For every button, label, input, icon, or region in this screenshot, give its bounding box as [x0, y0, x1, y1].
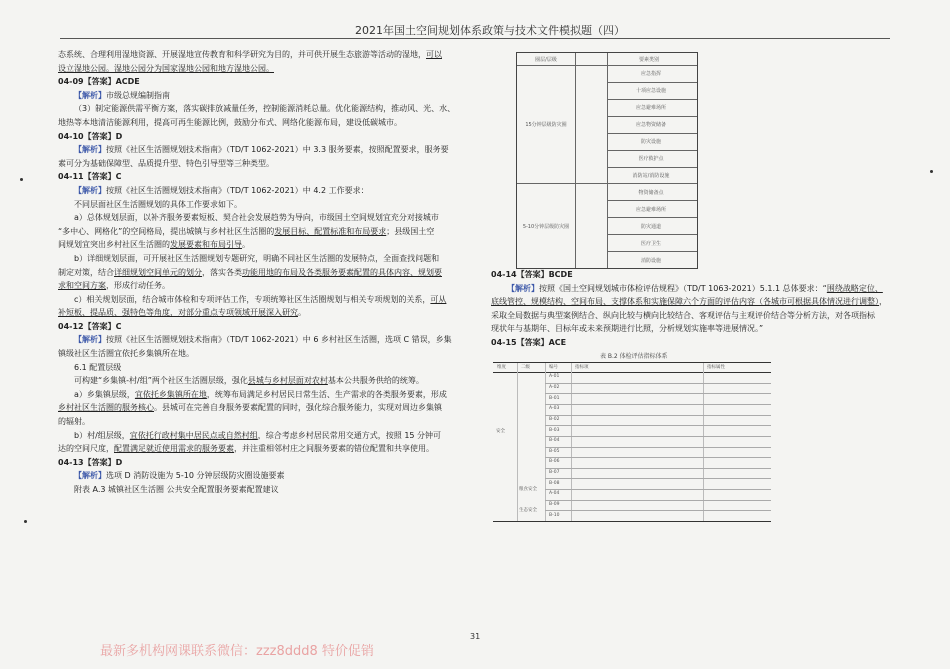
table-header: 圈层/层级: [535, 57, 557, 63]
text-span: 地热等本地清洁能源利用，提高可再生能源比例，鼓励分布式、网络化能源布局，建设低碳城市。: [58, 117, 402, 127]
table-rule: [545, 425, 771, 426]
table-cell: B-10: [549, 512, 560, 518]
text-span: 。: [242, 240, 250, 250]
text-span: 04-11【答案】C: [58, 172, 122, 182]
text-span: ，: [879, 297, 887, 307]
watermark: 最新多机构网课联系微信：zzz8ddd8 特价促销: [100, 644, 374, 659]
text-line: [58, 184, 468, 198]
text-span: 配置满足就近使用需求的服务要素: [114, 444, 234, 454]
text-line: [58, 252, 468, 266]
table-rule: [545, 468, 771, 469]
text-line: [58, 401, 468, 415]
text-span: 间规划宜突出乡村社区生活圈的: [58, 240, 170, 250]
answer-line: [58, 170, 468, 184]
table-header: 编号: [549, 365, 558, 370]
text-span: 。县城可在完善自身服务要素配置的同时，强化综合服务能力，实现对周边乡集镇: [154, 403, 442, 413]
text-span: 采取全局数据与典型案例结合、纵向比较与横向比较结合、客观评估与主观评价结合等分析方法，对各项指标: [491, 310, 875, 320]
text-line: [58, 415, 468, 429]
text-span: b）详细规划层面，可开展社区生活圈规划专题研究，明确不同社区生活圈的发展特点，全面查找问题和: [74, 253, 440, 263]
table-cell: 防灾通道: [640, 223, 661, 230]
analysis-label: 【解析】: [74, 145, 106, 155]
text-line: [491, 282, 901, 296]
text-span: 态系统、合理利用湿地资源、开展湿地宣传教育和科学研究为目的，并可供开展生态旅游等活动的湿地，: [58, 50, 426, 59]
page-number: 31: [470, 632, 481, 641]
text-span: 。: [298, 308, 306, 318]
table-rule: [493, 372, 771, 373]
table-rule: [545, 457, 771, 458]
table-rule: [545, 500, 771, 501]
text-span: 可构建“乡集镇-村/组”两个社区生活圈层级，强化: [74, 376, 248, 386]
table-cell: 物资储备点: [638, 189, 664, 196]
text-span: 求和空间方案: [58, 281, 106, 291]
text-line: [58, 211, 468, 225]
text-line: [58, 143, 468, 157]
text-span: 素可分为基础保障型、品质提升型、特色引导型等三种类型。: [58, 158, 274, 168]
scan-speck: [930, 170, 933, 173]
text-line: [58, 361, 468, 375]
table-cell: B-03: [549, 427, 560, 433]
text-span: （3）制定能源供需平衡方案，落实碳排放减量任务，控制能源消耗总量。优化能源结构，推动风、光、水、: [74, 104, 456, 114]
table-cell: 医疗卫生: [640, 240, 661, 247]
table-rule: [571, 363, 572, 521]
text-line: [58, 388, 468, 402]
text-span: 县城与乡村层面对农村: [247, 376, 328, 386]
analysis-label: 【解析】: [74, 185, 106, 195]
table-rule: [607, 82, 697, 83]
table-rule: [517, 183, 697, 184]
text-span: 乡村社区生活圈的服务核心: [58, 403, 154, 413]
text-span: ，并注重相邻村庄之间服务要素的错位配置和共享使用。: [234, 444, 434, 454]
indicator-table: [493, 362, 771, 522]
table-rule: [545, 393, 771, 394]
text-span: 04-13【答案】D: [58, 457, 123, 467]
text-span: a）总体规划层面，以补齐服务要素短板、契合社会发展趋势为导向，市级国土空间规划宜充分对接城市: [74, 213, 439, 223]
table-rule: [607, 116, 697, 117]
text-span: c）相关规划层面，结合城市体检和专项评估工作，专项统筹社区生活圈规划与相关专项规划的关系，: [74, 294, 431, 304]
text-line: [58, 483, 468, 497]
text-line: [58, 374, 468, 388]
table-cell: 医疗救护点: [638, 156, 664, 163]
text-span: 现状年与基期年、目标年或未来预期进行比照，分析规划实施率等进展情况。”: [491, 324, 764, 334]
table-rule: [607, 234, 697, 235]
text-span: 宜依托乡集镇所在地: [134, 389, 207, 399]
text-line: [58, 293, 468, 307]
text-span: ，统筹布局满足乡村居民日常生活、生产需求的各类服务要素，形成: [206, 389, 447, 399]
text-span: 按照《社区生活圈规划技术指南》（TD/T 1062-2021）中 3.3 服务要素，按照配置要求，服务要: [106, 145, 449, 155]
header-rule: [60, 38, 890, 39]
table-rule: [517, 65, 697, 66]
table-header: 维度: [497, 365, 506, 370]
table-group: 生态安全: [519, 508, 537, 514]
text-span: 详细规划空间单元的划分: [114, 267, 202, 277]
table-rule: [545, 383, 771, 384]
text-span: a）乡集镇层级，: [74, 389, 135, 399]
text-span: 选项 D 消防设施为 5-10 分钟层级防灾圈设施要素: [106, 471, 285, 481]
table-rule: [607, 200, 697, 201]
text-line: [58, 442, 468, 456]
text-span: 发展要素和布局引导: [170, 240, 242, 250]
table-rule: [545, 404, 771, 405]
table-rule: [607, 251, 697, 252]
text-line: [58, 48, 468, 62]
text-span: 不同层面社区生活圈规划的具体工作要求如下。: [74, 199, 242, 209]
text-span: 6.1 配置层级: [74, 362, 122, 372]
text-line: [491, 309, 901, 323]
answer-line: [491, 268, 901, 282]
answer-line: [58, 320, 468, 334]
table-cell: B-01: [549, 395, 560, 401]
text-line: [58, 306, 468, 320]
table-rule: [517, 363, 518, 521]
text-span: 围绕战略定位、: [826, 283, 883, 293]
text-span: 附表 A.3 城镇社区生活圈 公共安全配置服务要素配置建议: [74, 485, 279, 494]
table-cell: A-04: [549, 491, 560, 497]
text-line: [58, 116, 468, 130]
answer-line: [58, 456, 468, 470]
table-cell: B-06: [549, 459, 560, 465]
text-span: 按照《社区生活圈规划技术指南》（TD/T 1062-2021）中 6 乡村社区生活圈，选项 C 错误，乡集: [106, 335, 452, 345]
text-line: [58, 198, 468, 212]
table-rule: [607, 217, 697, 218]
analysis-label: 【解析】: [74, 90, 106, 100]
text-span: 按照《国土空间规划城市体检评估规程》（TD/T 1063-2021）5.1.1 总体要求：“: [539, 283, 827, 293]
table-cell: B-05: [549, 448, 560, 454]
text-line: [58, 157, 468, 171]
text-span: 04-09【答案】ACDE: [58, 77, 140, 87]
text-line: [58, 469, 468, 483]
text-span: ，综合考虑乡村居民常用交通方式，按照 15 分钟可: [257, 430, 442, 440]
table-header: 要素类别: [638, 57, 659, 63]
table-group: 安全: [496, 428, 505, 434]
text-line: [58, 89, 468, 103]
table-rule: [607, 150, 697, 151]
text-span: 基本公共服务供给的统筹。: [327, 376, 424, 386]
table2-caption: 表 B.2 体检评估指标体系: [600, 353, 668, 360]
text-span: 市级总规编制指南: [106, 90, 170, 100]
analysis-label: 【解析】: [74, 335, 106, 345]
table-cell: 防灾设施: [640, 139, 661, 146]
text-line: [58, 225, 468, 239]
text-line: [58, 62, 468, 76]
table-rule: [545, 436, 771, 437]
table-rule: [607, 167, 697, 168]
text-span: 达的空间尺度，: [58, 444, 114, 454]
analysis-label: 【解析】: [74, 471, 106, 481]
text-span: 功能用地的布局及各类服务要素配置的具体内容、规划要: [242, 267, 442, 277]
text-line: [491, 322, 901, 336]
text-span: ，落实各类: [202, 267, 242, 277]
table-rule: [607, 53, 608, 268]
text-span: b）村/组层级，: [74, 430, 130, 440]
text-span: 的辐射。: [58, 417, 90, 427]
answer-line: [491, 336, 901, 350]
table-cell: B-09: [549, 502, 560, 508]
text-span: 按照《社区生活圈规划技术指南》（TD/T 1062-2021）中 4.2 工作要求：: [106, 185, 369, 195]
text-span: 设立湿地公园。湿地公园分为国家湿地公园和地方湿地公园。: [58, 63, 274, 73]
table-rule: [545, 478, 771, 479]
text-span: 制定对策，结合: [58, 267, 114, 277]
table-rule: [575, 53, 576, 268]
text-span: 04-14【答案】BCDE: [491, 270, 573, 279]
table-cell: 应急避难场所: [635, 105, 666, 112]
text-span: 底线管控、规模结构、空间布局、支撑体系和实施保障六个方面的评估内容（各城市可根据具体情况进行调整）: [491, 297, 879, 307]
table-cell: A-03: [549, 406, 560, 412]
table-cell: 消防设施: [640, 257, 661, 264]
text-line: [58, 429, 468, 443]
table-cell: B-07: [549, 470, 560, 476]
table-rule: [545, 363, 546, 521]
table-header: 指标项: [575, 365, 589, 370]
text-line: [58, 266, 468, 280]
text-span: 镇级社区生活圈宜依托乡集镇所在地。: [58, 349, 194, 359]
table-group: 5-10分钟层级防灾圈: [522, 223, 570, 230]
text-span: 发展目标、配置标准和布局要求: [274, 226, 387, 236]
text-span: 补短板、提品质、强特色等角度，对部分重点专项领域开展深入研究: [58, 308, 298, 318]
table-rule: [545, 510, 771, 511]
scan-speck: [24, 520, 27, 523]
text-span: 04-15【答案】ACE: [491, 337, 567, 347]
table-rule: [545, 489, 771, 490]
table-cell: A-01: [549, 374, 560, 380]
table-cell: 十项应急设施: [635, 88, 666, 95]
table-cell: 应急指挥: [640, 71, 661, 78]
page-header: 2021年国土空间规划体系政策与技术文件模拟题（四）: [355, 24, 625, 37]
table-rule: [607, 133, 697, 134]
table-cell: B-02: [549, 416, 560, 422]
answer-line: [58, 75, 468, 89]
table-cell: 消防站/消防设施: [632, 172, 670, 179]
answer-line: [58, 130, 468, 144]
text-span: 可从: [430, 294, 447, 304]
table-rule: [545, 447, 771, 448]
text-span: “多中心、网格化”的空间格局，提出城镇与乡村社区生活圈的: [58, 226, 275, 236]
right-column: [491, 268, 901, 350]
table-cell: B-08: [549, 480, 560, 486]
table-cell: B-04: [549, 438, 560, 444]
text-line: [491, 295, 901, 309]
text-span: ，形成行动任务。: [106, 281, 170, 291]
text-span: 04-12【答案】C: [58, 321, 122, 331]
public-safety-table: [516, 52, 698, 269]
text-span: ；县级国土空: [386, 226, 435, 236]
scan-speck: [20, 178, 23, 181]
table-rule: [545, 415, 771, 416]
table-cell: 应急物资储备: [635, 122, 666, 129]
table-rule: [703, 363, 704, 521]
text-line: [58, 333, 468, 347]
text-line: [58, 279, 468, 293]
analysis-label: 【解析】: [507, 283, 539, 293]
left-column: [58, 48, 468, 497]
table-header: 二级: [521, 365, 530, 370]
text-span: 宜依托行政村集中居民点或自然村组: [129, 430, 258, 440]
text-line: [58, 238, 468, 252]
table-group: 粮食安全: [519, 487, 537, 493]
table-rule: [607, 99, 697, 100]
text-line: [58, 102, 468, 116]
table-cell: 应急避难场所: [635, 206, 666, 213]
text-span: 可以: [426, 50, 442, 59]
table-cell: A-02: [549, 384, 560, 390]
table-group: 15分钟层级防灾圈: [525, 122, 567, 129]
table-header: 指标属性: [707, 365, 725, 370]
text-line: [58, 347, 468, 361]
text-span: 04-10【答案】D: [58, 131, 123, 141]
